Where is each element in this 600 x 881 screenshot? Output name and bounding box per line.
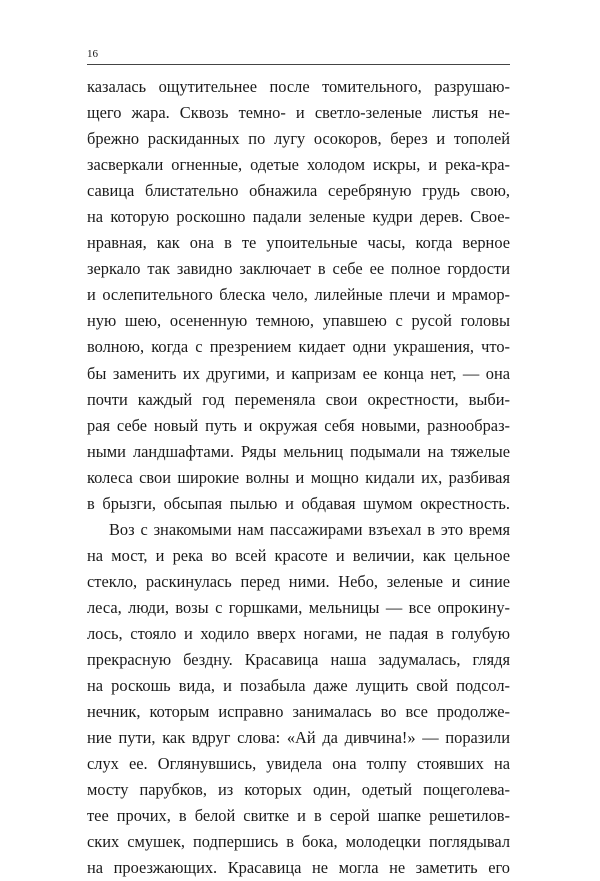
text-line: тее прочих, в белой свитке и в серой шапке решетилов- [87,806,510,826]
text-line: и ослепительного блеска чело, лилейные плечи и мрамор- [87,285,510,305]
text-line: ными ландшафтами. Ряды мельниц подымали на тяжелые [87,441,510,461]
text-line: рая себе новый путь и окружая себя новыми, разнообраз- [87,415,510,435]
text-line: брежно раскиданных по лугу осокоров, берез и тополей [87,129,510,149]
text-line: зеркало так завидно заключает в себе ее полное гордости [87,259,510,279]
text-line: ние пути, как вдруг слова: «Ай да дивчина!» — поразили [87,728,510,748]
text-line: нечник, которым исправно занималась во все продолже- [87,702,510,722]
body-text [87,74,510,881]
text-line: на роскошь вида, и позабыла даже лущить свой подсол- [87,676,510,696]
text-line: стекло, раскинулась перед ними. Небо, зеленые и синие [87,571,510,591]
text-line: леса, люди, возы с горшками, мельницы — все опрокину- [87,597,510,617]
header-rule [87,64,510,65]
text-line: на которую роскошно падали зеленые кудри дерев. Свое- [87,207,510,227]
text-line: колеса свои широкие волны и мощно кидали их, разбивая [87,467,510,487]
page-number: 16 [87,48,98,60]
text-line: ских смушек, подпершись в бока, молодецки поглядывал [87,832,510,852]
text-line: савица блистательно обнажила серебряную грудь свою, [87,181,510,201]
text-line: бы заменить их другими, и капризам ее конца нет, — она [87,363,510,383]
text-line: лось, стояло и ходило вверх ногами, не падая в голубую [87,623,510,643]
text-line: в брызги, обсыпая пылью и обдавая шумом окрестность. [87,493,510,513]
text-line: почти каждый год переменяла свои окрестности, выби- [87,389,510,409]
text-line: прекрасную бездну. Красавица наша задумалась, глядя [87,650,510,670]
text-line: ную шею, осененную темною, упавшею с русой головы [87,311,510,331]
text-line: нравная, как она в те упоительные часы, когда верное [87,233,510,253]
text-line: на мост, и река во всей красоте и величии, как цельное [87,545,510,565]
text-line: засверкали огненные, одетые холодом искры, и река-кра- [87,155,510,175]
text-line: казалась ощутительнее после томительного, разрушаю- [87,77,510,96]
text-line: щего жара. Сквозь темно- и светло-зеленые листья не- [87,103,510,123]
text-line: волною, когда с презрением кидает одни украшения, что- [87,337,510,357]
text-line: слух ее. Оглянувшись, увидела она толпу стоявших на [87,754,510,774]
text-line: на проезжающих. Красавица не могла не заметить его [87,858,510,878]
text-line: Воз с знакомыми нам пассажирами взъехал в это время [109,519,510,539]
text-line: мосту парубков, из которых один, одетый пощеголева- [87,780,510,800]
